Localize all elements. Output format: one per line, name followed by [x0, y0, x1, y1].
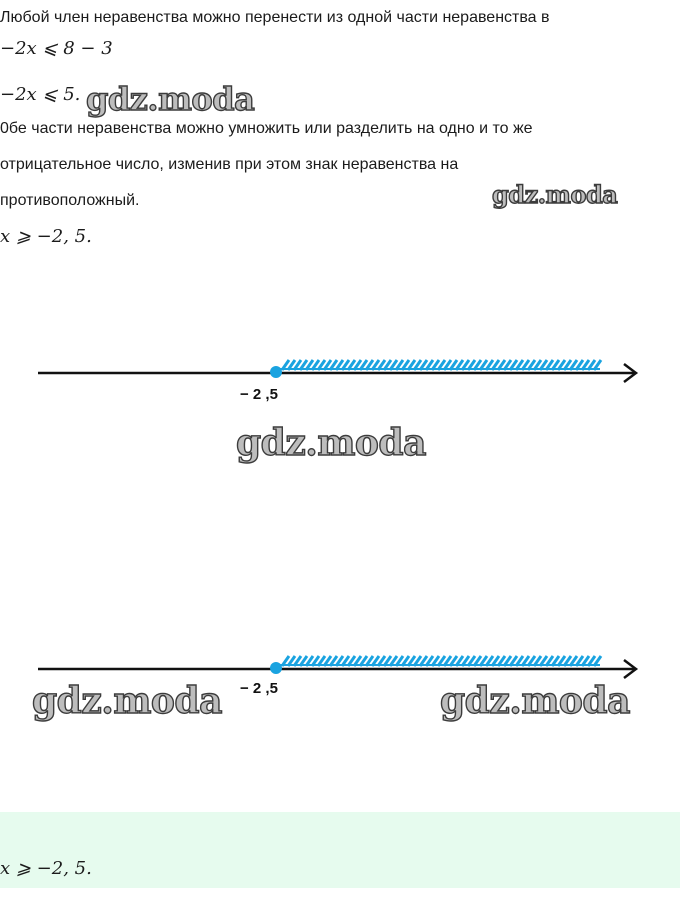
text-line-6: противоположный. [0, 192, 140, 209]
answer-box [0, 812, 680, 888]
text-line-4: 0бе части неравенства можно умножить или разделить на одно и то же [0, 120, 533, 137]
watermark-logo: gdz.moda [492, 180, 618, 209]
watermark-logo: gdz.moda [32, 680, 222, 722]
point-marker [270, 366, 282, 378]
point-label: − 2 ,5 [240, 386, 278, 403]
hatch-region [280, 656, 601, 666]
point-marker [270, 662, 282, 674]
number-line-2 [0, 640, 680, 700]
hatch-region [280, 360, 601, 370]
equation-1: −2x ⩽ 8 − 3 [0, 38, 113, 59]
answer-text: x ⩾ −2, 5. [0, 858, 92, 879]
watermark-logo: gdz.moda [440, 680, 630, 722]
text-line-1: Любой член неравенства можно перенести из одной части неравенства в [0, 9, 550, 26]
watermark-logo: gdz.moda [86, 80, 255, 118]
text-line-5: отрицательное число, изменив при этом знак неравенства на [0, 156, 459, 173]
watermark-logo: gdz.moda [236, 422, 426, 464]
equation-3: x ⩾ −2, 5. [0, 226, 92, 247]
number-line-1 [0, 344, 680, 404]
equation-2: −2x ⩽ 5. [0, 84, 81, 105]
point-label: − 2 ,5 [240, 680, 278, 697]
